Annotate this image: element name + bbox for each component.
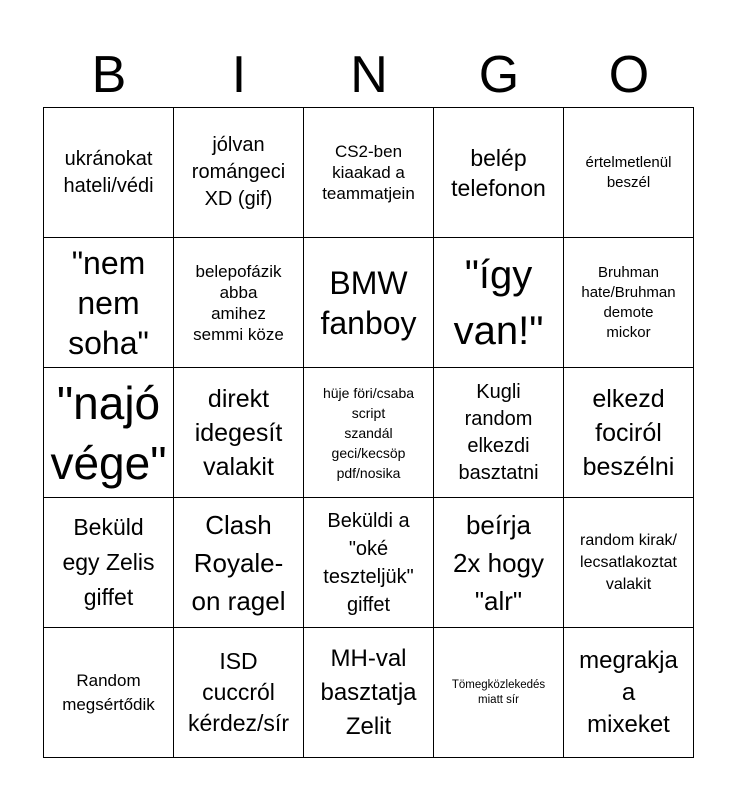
bingo-cell[interactable]: [174, 628, 304, 758]
bingo-cell[interactable]: [304, 628, 434, 758]
cell-text: belepofázik abba amihez semmi köze: [193, 261, 284, 344]
bingo-cell[interactable]: [434, 628, 564, 758]
cell-text: Kugli random elkezdi basztatni: [458, 380, 539, 484]
bingo-cell[interactable]: [44, 498, 174, 628]
cell-text: ukránokat hateli/védi: [63, 147, 154, 197]
cell-text: Beküldi a "oké teszteljük" giffet: [323, 509, 414, 616]
cell-text: Beküld egy Zelis giffet: [62, 514, 155, 610]
cell-text: jólvan romángeci XD (gif): [191, 134, 286, 210]
cell-text: belép telefonon: [451, 144, 546, 201]
cell-text: direkt idegesít valakit: [194, 384, 283, 481]
cell-text: Random megsértődik: [62, 670, 155, 714]
bingo-cell[interactable]: [564, 628, 694, 758]
bingo-cell[interactable]: [434, 238, 564, 368]
cell-text: Clash Royale- on ragel: [191, 509, 286, 616]
bingo-cell[interactable]: [174, 108, 304, 238]
bingo-cell[interactable]: [44, 368, 174, 498]
cell-text: ISD cuccról kérdez/sír: [188, 648, 289, 736]
cell-text: Bruhman hate/Bruhman demote mickor: [581, 263, 676, 341]
bingo-header: [44, 44, 694, 106]
bingo-cell[interactable]: [44, 628, 174, 758]
header-letter-o: O: [608, 46, 650, 104]
header-letter-i: I: [231, 46, 247, 104]
bingo-cell[interactable]: [564, 498, 694, 628]
bingo-cell[interactable]: [174, 498, 304, 628]
cell-text: hüje föri/csaba script szandál geci/kecsöp pdf/nosika: [322, 384, 415, 481]
bingo-cell[interactable]: [434, 368, 564, 498]
cell-text: "nem nem soha": [68, 244, 149, 361]
bingo-cell[interactable]: [564, 238, 694, 368]
header-letter-n: N: [350, 46, 388, 104]
cell-text: beírja 2x hogy "alr": [452, 509, 545, 616]
cell-text: random kirak/ lecsatlakoztat valakit: [580, 531, 677, 593]
bingo-cell[interactable]: [434, 108, 564, 238]
cell-text: MH-val basztatja Zelit: [320, 644, 417, 740]
cell-text: "najó vége": [50, 376, 167, 489]
bingo-cell[interactable]: [174, 368, 304, 498]
cell-text: megrakja a mixeket: [579, 646, 678, 738]
cell-text: Tömegközlekedés miatt sír: [451, 678, 546, 706]
header-letter-g: G: [478, 46, 520, 104]
cell-text: elkezd fociról beszélni: [582, 384, 675, 481]
bingo-cell[interactable]: [304, 498, 434, 628]
cell-text: CS2-ben kiaakad a teammatjein: [322, 142, 415, 203]
cell-text: értelmetlenül beszél: [585, 153, 672, 191]
bingo-cell[interactable]: [304, 238, 434, 368]
cell-text: "így van!": [453, 252, 544, 353]
bingo-cell[interactable]: [564, 368, 694, 498]
bingo-cell[interactable]: [564, 108, 694, 238]
bingo-cell[interactable]: [174, 238, 304, 368]
bingo-cell[interactable]: [304, 108, 434, 238]
header-letter-b: B: [91, 46, 127, 104]
bingo-cell[interactable]: [304, 368, 434, 498]
cell-text: BMW fanboy: [320, 264, 417, 341]
bingo-grid: [43, 107, 694, 758]
bingo-cell[interactable]: [44, 238, 174, 368]
bingo-cell[interactable]: [44, 108, 174, 238]
bingo-cell[interactable]: [434, 498, 564, 628]
